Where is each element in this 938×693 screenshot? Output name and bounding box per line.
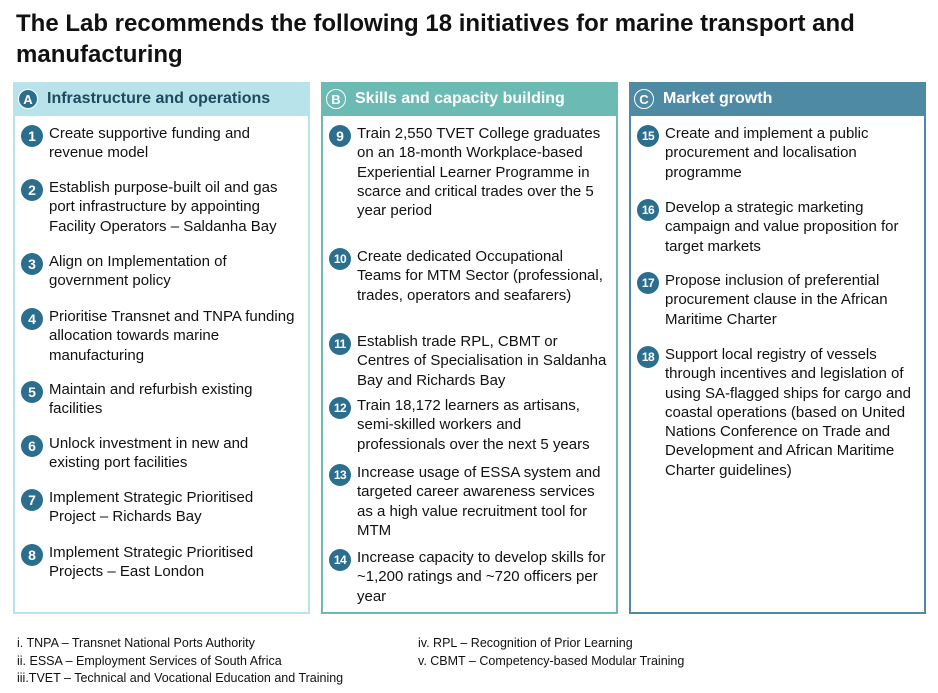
initiative-text: Create supportive funding and revenue model	[49, 125, 250, 162]
initiative-item	[329, 332, 610, 390]
column-infrastructure	[13, 82, 310, 614]
initiative-text: Establish purpose-built oil and gas port infrastructure by appointing Facility Operators – Saldanha Bay	[49, 179, 278, 235]
initiative-text: Support local registry of vessels through incentives and legislation of using SA-flagged ships for cargo and coastal operations (based on United Nations Conference on Trade and Development and African Maritime Charter guidelines)	[665, 346, 911, 479]
initiative-number-badge: 6	[21, 435, 43, 457]
initiative-item	[329, 124, 610, 220]
initiative-item	[21, 307, 302, 365]
initiative-text: Increase capacity to develop skills for ~1,200 ratings and ~720 officers per year	[357, 549, 606, 605]
initiative-number-badge: 7	[21, 489, 43, 511]
initiative-item	[637, 271, 918, 329]
section-letter-badge: B	[326, 89, 346, 109]
footnote: i. TNPA – Transnet National Ports Authority	[17, 636, 255, 650]
initiative-item	[21, 252, 302, 291]
initiative-number-badge: 18	[637, 346, 659, 368]
footnote: iii.TVET – Technical and Vocational Education and Training	[17, 671, 344, 685]
initiative-text: Maintain and refurbish existing facilities	[49, 381, 253, 418]
initiative-text: Train 18,172 learners as artisans, semi-skilled workers and professionals over the next 5 years	[357, 397, 590, 453]
initiative-number-badge: 10	[329, 248, 351, 270]
initiative-text: Develop a strategic marketing campaign and value proposition for target markets	[665, 199, 899, 255]
section-letter-badge: A	[18, 89, 38, 109]
initiative-item	[21, 380, 302, 419]
initiative-text: Create and implement a public procurement and localisation programme	[665, 125, 869, 181]
initiative-item	[21, 543, 302, 582]
initiative-number-badge: 17	[637, 272, 659, 294]
page-title: The Lab recommends the following 18 initiatives for marine transport and manufacturing	[16, 10, 855, 68]
initiative-text: Implement Strategic Prioritised Projects – East London	[49, 544, 254, 581]
initiative-number-badge: 9	[329, 125, 351, 147]
initiative-text: Implement Strategic Prioritised Project – Richards Bay	[49, 489, 254, 526]
column-market-growth	[629, 82, 926, 614]
initiative-item	[637, 198, 918, 256]
initiative-number-badge: 16	[637, 199, 659, 221]
initiative-number-badge: 14	[329, 549, 351, 571]
initiative-number-badge: 11	[329, 333, 351, 355]
initiative-number-badge: 8	[21, 544, 43, 566]
initiative-number-badge: 12	[329, 397, 351, 419]
initiative-text: Increase usage of ESSA system and targeted career awareness services as a high value recruitment tool for MTM	[357, 464, 601, 539]
initiative-text: Establish trade RPL, CBMT or Centres of Specialisation in Saldanha Bay and Richards Bay	[357, 333, 607, 389]
initiative-number-badge: 2	[21, 179, 43, 201]
column-heading: Skills and capacity building	[355, 90, 565, 107]
column-header	[13, 82, 310, 116]
column-header	[321, 82, 618, 116]
footnote: v. CBMT – Competency-based Modular Training	[418, 653, 685, 668]
column-heading: Infrastructure and operations	[47, 90, 271, 107]
initiative-item	[329, 463, 610, 540]
footnotes-right	[418, 635, 684, 670]
initiative-number-badge: 13	[329, 464, 351, 486]
column-header	[629, 82, 926, 116]
initiative-number-badge: 3	[21, 253, 43, 275]
footnotes-left	[17, 635, 343, 688]
initiative-text: Prioritise Transnet and TNPA funding allocation towards marine manufacturing	[49, 308, 295, 364]
initiative-text: Unlock investment in new and existing port facilities	[49, 435, 249, 472]
initiative-number-badge: 15	[637, 125, 659, 147]
initiative-number-badge: 5	[21, 381, 43, 403]
initiative-text: Align on Implementation of government policy	[49, 253, 227, 290]
initiative-item	[329, 396, 610, 454]
initiative-text: Create dedicated Occupational Teams for MTM Sector (professional, trades, operators and seafarers)	[357, 248, 603, 304]
initiative-item	[21, 434, 302, 473]
column-heading: Market growth	[663, 90, 773, 107]
initiative-text: Train 2,550 TVET College graduates on an 18-month Workplace-based Experiential Learner Programme in scarce and critical trades over the 5 year period	[357, 125, 601, 220]
initiative-text: Propose inclusion of preferential procurement clause in the African Maritime Charter	[665, 272, 888, 328]
initiative-item	[637, 124, 918, 182]
footnote: iv. RPL – Recognition of Prior Learning	[418, 636, 633, 650]
initiative-item	[21, 178, 302, 236]
initiative-item	[329, 548, 610, 606]
initiative-number-badge: 4	[21, 308, 43, 330]
initiative-number-badge: 1	[21, 125, 43, 147]
initiative-item	[637, 345, 918, 480]
initiative-item	[329, 247, 610, 305]
section-letter-badge: C	[634, 89, 654, 109]
initiative-item	[21, 488, 302, 527]
column-skills	[321, 82, 618, 614]
initiative-item	[21, 124, 302, 163]
footnote: ii. ESSA – Employment Services of South Africa	[17, 653, 282, 668]
